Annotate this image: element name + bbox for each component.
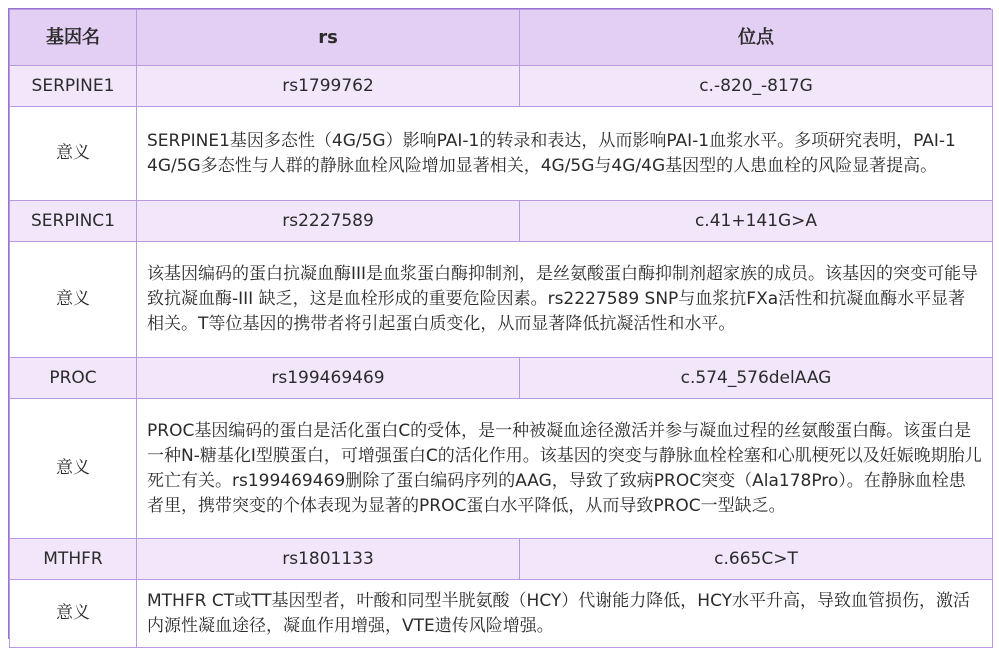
gene-name: SERPINC1 <box>10 201 137 242</box>
rs-id: rs1799762 <box>137 66 520 107</box>
rs-id: rs199469469 <box>137 358 520 399</box>
meaning-label: 意义 <box>10 242 137 358</box>
meaning-label: 意义 <box>10 399 137 539</box>
meaning-text: SERPINE1基因多态性（4G/5G）影响PAI-1的转录和表达，从而影响PAI-1血浆水平。多项研究表明，PAI-1 4G/5G多态性与人群的静脉血栓风险增加显著相关，4G/5G与4G/4G基因型的人患血栓的风险显著提高。 <box>137 107 993 201</box>
table-row <box>10 580 993 648</box>
table-row <box>10 242 993 358</box>
table-row <box>10 201 993 242</box>
site: c.41+141G>A <box>520 201 993 242</box>
gene-name: PROC <box>10 358 137 399</box>
gene-name: MTHFR <box>10 539 137 580</box>
table-header-row <box>10 10 993 66</box>
header-site: 位点 <box>520 10 993 66</box>
meaning-text: 该基因编码的蛋白抗凝血酶III是血浆蛋白酶抑制剂，是丝氨酸蛋白酶抑制剂超家族的成员。该基因的突变可能导致抗凝血酶-III 缺乏，这是血栓形成的重要危险因素。rs2227589 SNP与血浆抗FXa活性和抗凝血酶水平显著相关。T等位基因的携带者将引起蛋白质变化，从而显著降低抗凝活性和水平。 <box>137 242 993 358</box>
header-gene: 基因名 <box>10 10 137 66</box>
site: c.574_576delAAG <box>520 358 993 399</box>
table-row <box>10 539 993 580</box>
table-row <box>10 399 993 539</box>
meaning-text: MTHFR CT或TT基因型者，叶酸和同型半胱氨酸（HCY）代谢能力降低，HCY水平升高，导致血管损伤，激活内源性凝血途径，凝血作用增强，VTE遗传风险增强。 <box>137 580 993 648</box>
meaning-label: 意义 <box>10 107 137 201</box>
rs-id: rs1801133 <box>137 539 520 580</box>
header-rs: rs <box>137 10 520 66</box>
rs-id: rs2227589 <box>137 201 520 242</box>
table-row <box>10 358 993 399</box>
meaning-label: 意义 <box>10 580 137 648</box>
site: c.-820_-817G <box>520 66 993 107</box>
site: c.665C>T <box>520 539 993 580</box>
gene-table <box>9 9 993 648</box>
gene-table-frame <box>8 8 991 639</box>
table-row <box>10 107 993 201</box>
meaning-text: PROC基因编码的蛋白是活化蛋白C的受体，是一种被凝血途径激活并参与凝血过程的丝氨酸蛋白酶。该蛋白是一种N-糖基化I型膜蛋白，可增强蛋白C的活化作用。该基因的突变与静脉血栓栓塞和心肌梗死以及妊娠晚期胎儿死亡有关。rs199469469删除了蛋白编码序列的AAG，导致了致病PROC突变（Ala178Pro）。在静脉血栓患者里，携带突变的个体表现为显著的PROC蛋白水平降低，从而导致PROC一型缺乏。 <box>137 399 993 539</box>
gene-name: SERPINE1 <box>10 66 137 107</box>
table-row <box>10 66 993 107</box>
